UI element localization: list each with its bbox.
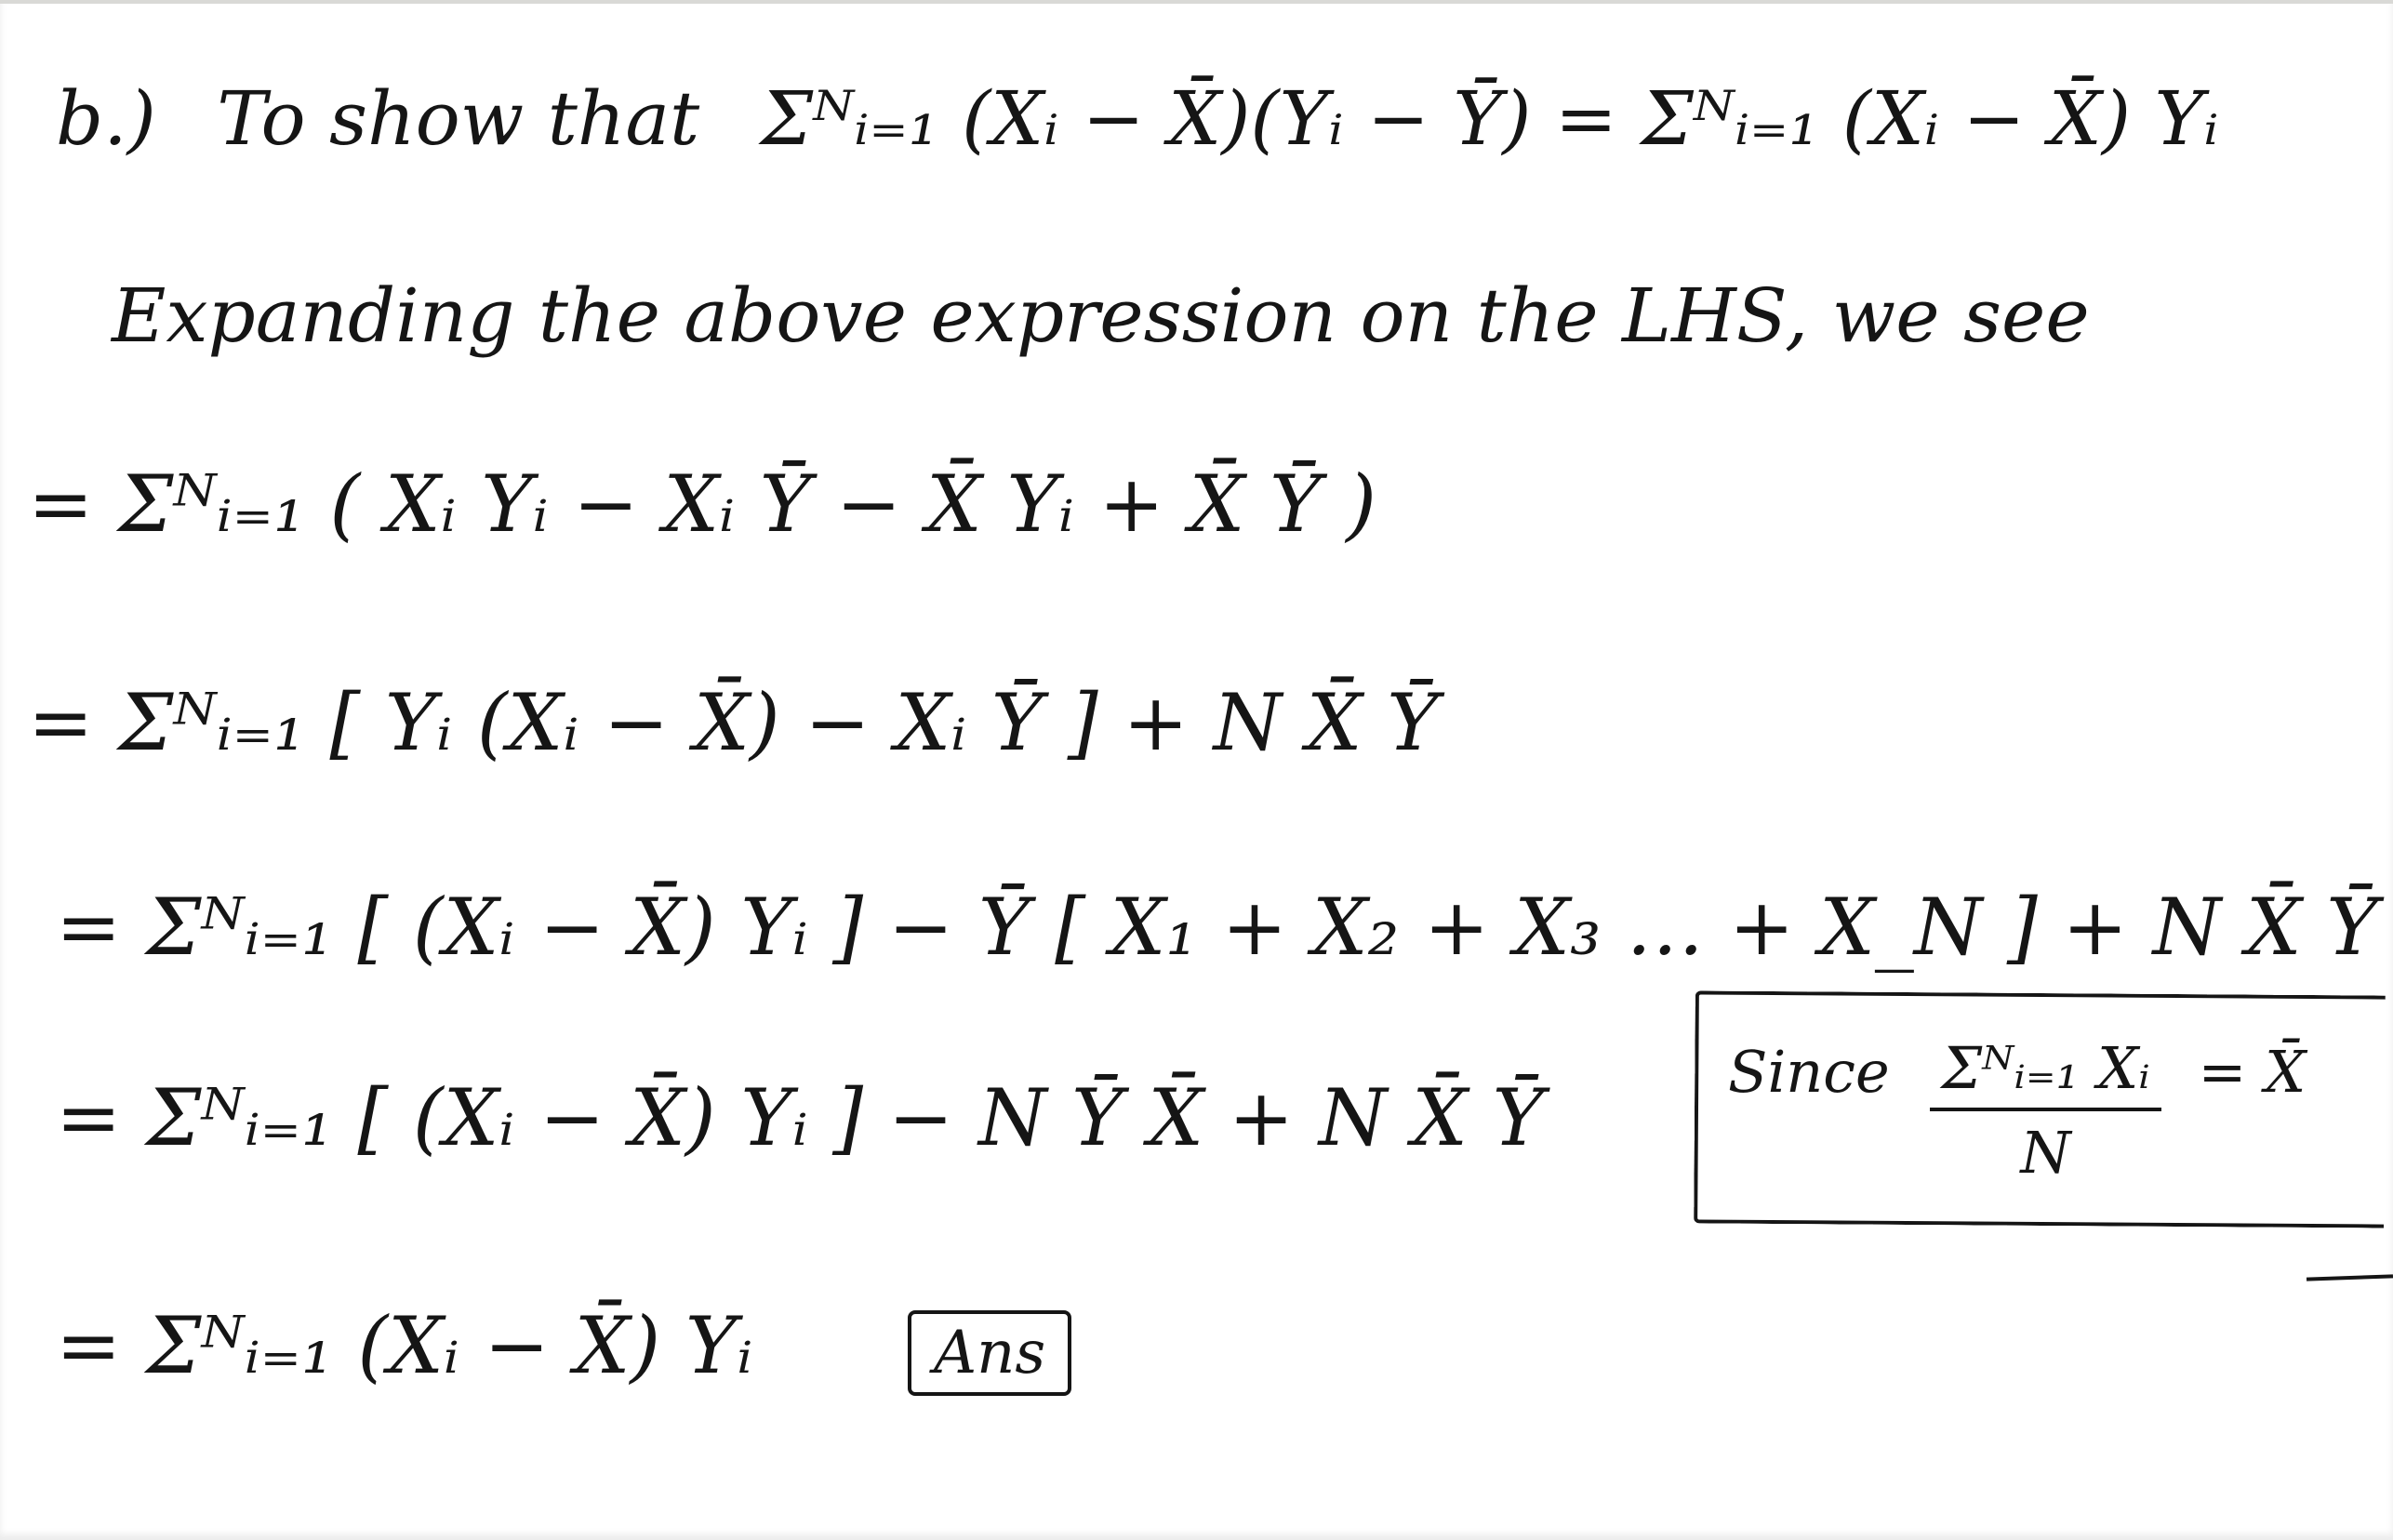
answer-tag: Ans <box>908 1310 1071 1396</box>
heading-expression: Σᴺᵢ₌₁ (Xᵢ − X̄)(Yᵢ − Ȳ) = Σᴺᵢ₌₁ (Xᵢ − X̄) Yᵢ <box>760 75 2219 162</box>
heading-line <box>56 75 2219 162</box>
step-3: = Σᴺᵢ₌₁ [ (Xᵢ − X̄) Yᵢ ] − Ȳ [ X₁ + X₂ + X₃ … + X_N ] + N X̄ Ȳ <box>56 882 2378 973</box>
step-4: = Σᴺᵢ₌₁ [ (Xᵢ − X̄) Yᵢ ] − N Ȳ X̄ + N X̄ Ȳ <box>56 1072 1545 1163</box>
intro-sentence: Expanding the above expression on the LHS, we see <box>112 272 2090 359</box>
note-rhs: = X̄ <box>2198 1038 2307 1106</box>
note-box-tail <box>2307 1274 2393 1281</box>
note-text <box>1728 1034 2306 1187</box>
part-label: b.) <box>56 75 156 162</box>
note-denominator: N <box>2020 1119 2071 1187</box>
step-1: = Σᴺᵢ₌₁ ( Xᵢ Yᵢ − Xᵢ Ȳ − X̄ Yᵢ + X̄ Ȳ ) <box>28 458 1377 550</box>
paper-top-edge <box>0 0 2393 4</box>
note-prefix: Since <box>1728 1038 1890 1106</box>
note-numerator: Σᴺᵢ₌₁ Xᵢ <box>1930 1034 2160 1111</box>
step-5-line <box>56 1300 1071 1396</box>
note-fraction <box>1930 1034 2160 1187</box>
heading-text: To show that <box>217 75 700 162</box>
step-2: = Σᴺᵢ₌₁ [ Yᵢ (Xᵢ − X̄) − Xᵢ Ȳ ] + N X̄ Ȳ <box>28 677 1439 768</box>
step-5: = Σᴺᵢ₌₁ (Xᵢ − X̄) Yᵢ <box>56 1300 753 1391</box>
